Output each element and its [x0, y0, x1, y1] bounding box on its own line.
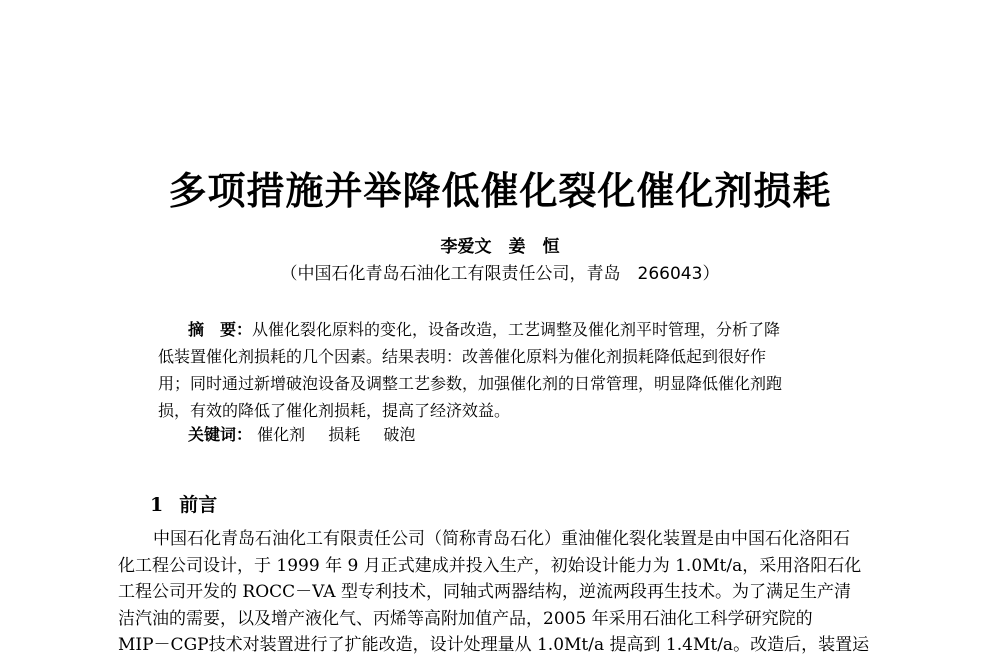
- section-heading: [150, 490, 217, 517]
- body-line: MIP－CGP技术对装置进行了扩能改造，设计处理量从 1.0Mt/a 提高到 1.4Mt/a。改造后，装置运: [118, 635, 870, 655]
- body-line: 中国石化青岛石油化工有限责任公司（简称青岛石化）重油催化裂化装置是由中国石化洛阳石: [153, 529, 850, 549]
- abstract-line: 用；同时通过新增破泡设备及调整工艺参数，加强催化剂的日常管理，明显降低催化剂跑: [158, 374, 783, 393]
- abstract: [158, 316, 858, 424]
- keyword: 催化剂: [257, 425, 306, 444]
- paper-affiliation: （中国石化青岛石油化工有限责任公司，青岛 266043）: [280, 264, 720, 284]
- abstract-label: 摘 要：: [188, 320, 253, 339]
- keyword: 破泡: [383, 425, 416, 444]
- abstract-line: 从催化裂化原料的变化，设备改造，工艺调整及催化剂平时管理，分析了降: [252, 320, 781, 339]
- paper-authors: 李爱文 姜 恒: [440, 237, 560, 257]
- body-line: 洁汽油的需要，以及增产液化气、丙烯等高附加值产品，2005 年采用石油化工科学研究院的: [118, 608, 813, 629]
- section-title: 前言: [179, 494, 218, 516]
- body-line: 工程公司开发的 ROCC－VA 型专利技术，同轴式两器结构，逆流两段再生技术。为了满足生产清: [118, 582, 851, 602]
- abstract-line: 损，有效的降低了催化剂损耗，提高了经济效益。: [158, 401, 511, 420]
- keywords: [188, 422, 433, 445]
- keywords-label: 关键词：: [188, 425, 253, 444]
- section-number: 1: [150, 494, 164, 516]
- paper-title: 多项措施并举降低催化裂化催化剂损耗: [168, 169, 832, 213]
- keyword: 损耗: [328, 425, 361, 444]
- section-body: [118, 526, 888, 659]
- body-line: 化工程公司设计，于 1999 年 9 月正式建成并投入生产，初始设计能力为 1.0Mt/a，采用洛阳石化: [118, 555, 862, 576]
- abstract-line: 低装置催化剂损耗的几个因素。结果表明：改善催化原料为催化剂损耗降低起到很好作: [158, 347, 767, 366]
